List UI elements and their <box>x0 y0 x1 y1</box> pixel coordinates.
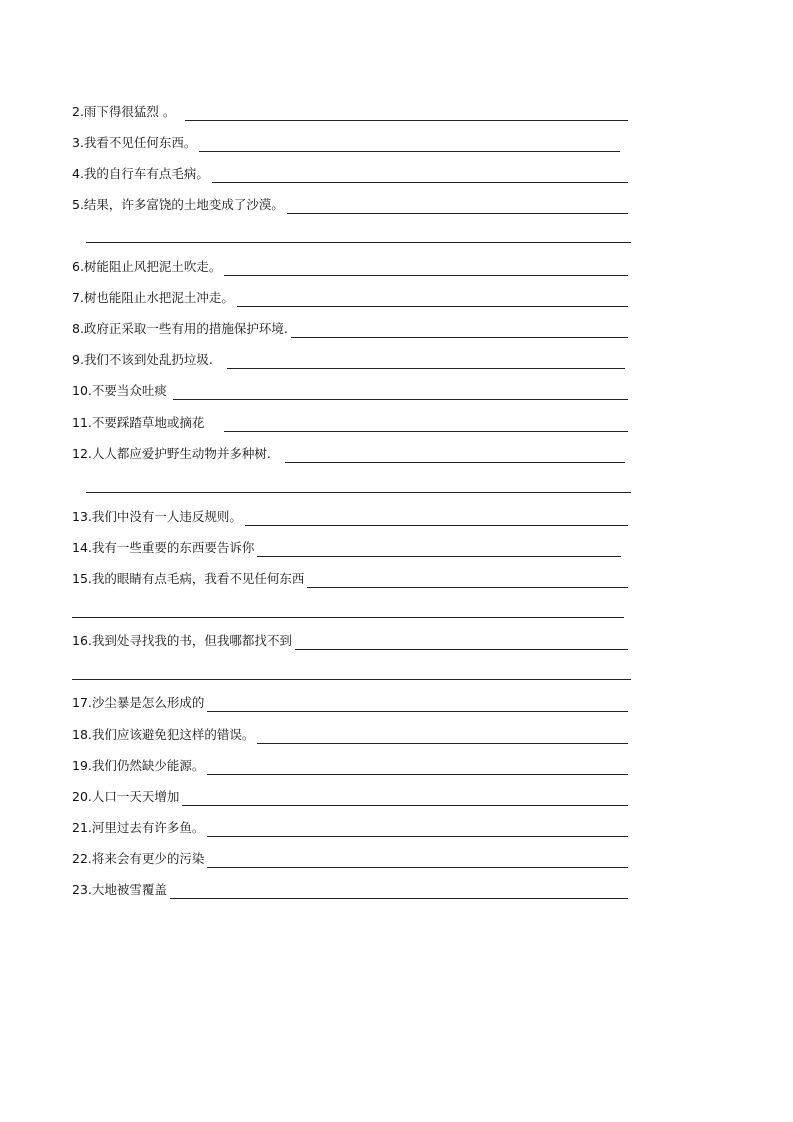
exercise-16 <box>72 630 628 650</box>
exercise-23-answer-line[interactable] <box>170 897 628 899</box>
exercise-4-answer-line[interactable] <box>212 181 628 183</box>
exercise-10-answer-line[interactable] <box>173 398 628 400</box>
exercise-16-answer-line[interactable] <box>295 648 628 650</box>
exercise-20 <box>72 786 628 806</box>
exercise-18-answer-line[interactable] <box>257 742 628 744</box>
exercise-9-prompt: 9.我们不该到处乱扔垃圾. <box>72 352 213 367</box>
exercise-8-answer-line[interactable] <box>291 336 628 338</box>
exercise-13-answer-line[interactable] <box>245 524 628 526</box>
exercise-17 <box>72 692 628 712</box>
exercise-17-prompt: 17.沙尘暴是怎么形成的 <box>72 695 205 710</box>
exercise-8 <box>72 318 628 338</box>
exercise-12-answer-line-2[interactable] <box>86 491 631 493</box>
exercise-8-prompt: 8.政府正采取一些有用的措施保护环境. <box>72 321 288 336</box>
exercise-13-prompt: 13.我们中没有一人违反规则。 <box>72 509 242 524</box>
exercise-21 <box>72 817 628 837</box>
exercise-22-answer-line[interactable] <box>207 866 628 868</box>
exercise-18 <box>72 724 628 744</box>
exercise-3-prompt: 3.我看不见任何东西。 <box>72 135 197 150</box>
exercise-6 <box>72 256 628 276</box>
exercise-15-prompt: 15.我的眼睛有点毛病，我看不见任何东西 <box>72 571 305 586</box>
exercise-7 <box>72 287 628 307</box>
exercise-14-prompt: 14.我有一些重要的东西要告诉你 <box>72 540 255 555</box>
exercise-22 <box>72 848 628 868</box>
exercise-11-prompt: 11.不要踩踏草地或摘花 <box>72 415 205 430</box>
exercise-5-prompt: 5.结果，许多富饶的土地变成了沙漠。 <box>72 197 284 212</box>
exercise-21-prompt: 21.河里过去有许多鱼。 <box>72 820 205 835</box>
exercise-20-prompt: 20.人口一天天增加 <box>72 789 180 804</box>
exercise-7-answer-line[interactable] <box>237 305 628 307</box>
exercise-20-answer-line[interactable] <box>182 804 628 806</box>
exercise-12-prompt: 12.人人都应爱护野生动物并多种树. <box>72 446 271 461</box>
exercise-17-answer-line[interactable] <box>207 710 628 712</box>
exercise-23 <box>72 879 628 899</box>
exercise-6-prompt: 6.树能阻止风把泥土吹走。 <box>72 259 222 274</box>
exercise-12 <box>72 443 625 463</box>
exercise-10 <box>72 380 628 400</box>
exercise-15-answer-line-2[interactable] <box>72 616 624 618</box>
exercise-16-answer-line-2[interactable] <box>72 678 631 680</box>
exercise-7-prompt: 7.树也能阻止水把泥土冲走。 <box>72 290 234 305</box>
exercise-11 <box>72 412 628 432</box>
exercise-3-answer-line[interactable] <box>199 150 620 152</box>
exercise-11-answer-line[interactable] <box>224 430 628 432</box>
exercise-14-answer-line[interactable] <box>257 555 621 557</box>
exercise-16-prompt: 16.我到处寻找我的书，但我哪都找不到 <box>72 633 292 648</box>
exercise-19-prompt: 19.我们仍然缺少能源。 <box>72 758 205 773</box>
exercise-19-answer-line[interactable] <box>207 773 628 775</box>
exercise-15-answer-line[interactable] <box>307 586 628 588</box>
exercise-18-prompt: 18.我们应该避免犯这样的错误。 <box>72 727 255 742</box>
exercise-9-answer-line[interactable] <box>227 367 625 369</box>
exercise-15 <box>72 568 628 588</box>
exercise-14 <box>72 537 621 557</box>
exercise-5-answer-line-2[interactable] <box>86 241 631 243</box>
exercise-2-answer-line[interactable] <box>185 119 628 121</box>
exercise-2-prompt: 2.雨下得很猛烈 。 <box>72 104 176 119</box>
exercise-4-prompt: 4.我的自行车有点毛病。 <box>72 166 209 181</box>
exercise-4 <box>72 163 628 183</box>
exercise-5-answer-line[interactable] <box>287 212 628 214</box>
exercise-10-prompt: 10.不要当众吐痰 <box>72 383 167 398</box>
exercise-22-prompt: 22.将来会有更少的污染 <box>72 851 205 866</box>
exercise-2 <box>72 101 628 121</box>
exercise-12-answer-line[interactable] <box>285 461 625 463</box>
exercise-5 <box>72 194 628 214</box>
exercise-6-answer-line[interactable] <box>224 274 628 276</box>
exercise-3 <box>72 132 620 152</box>
exercise-19 <box>72 755 628 775</box>
exercise-13 <box>72 506 628 526</box>
exercise-23-prompt: 23.大地被雪覆盖 <box>72 882 167 897</box>
exercise-21-answer-line[interactable] <box>207 835 628 837</box>
exercise-9 <box>72 349 625 369</box>
